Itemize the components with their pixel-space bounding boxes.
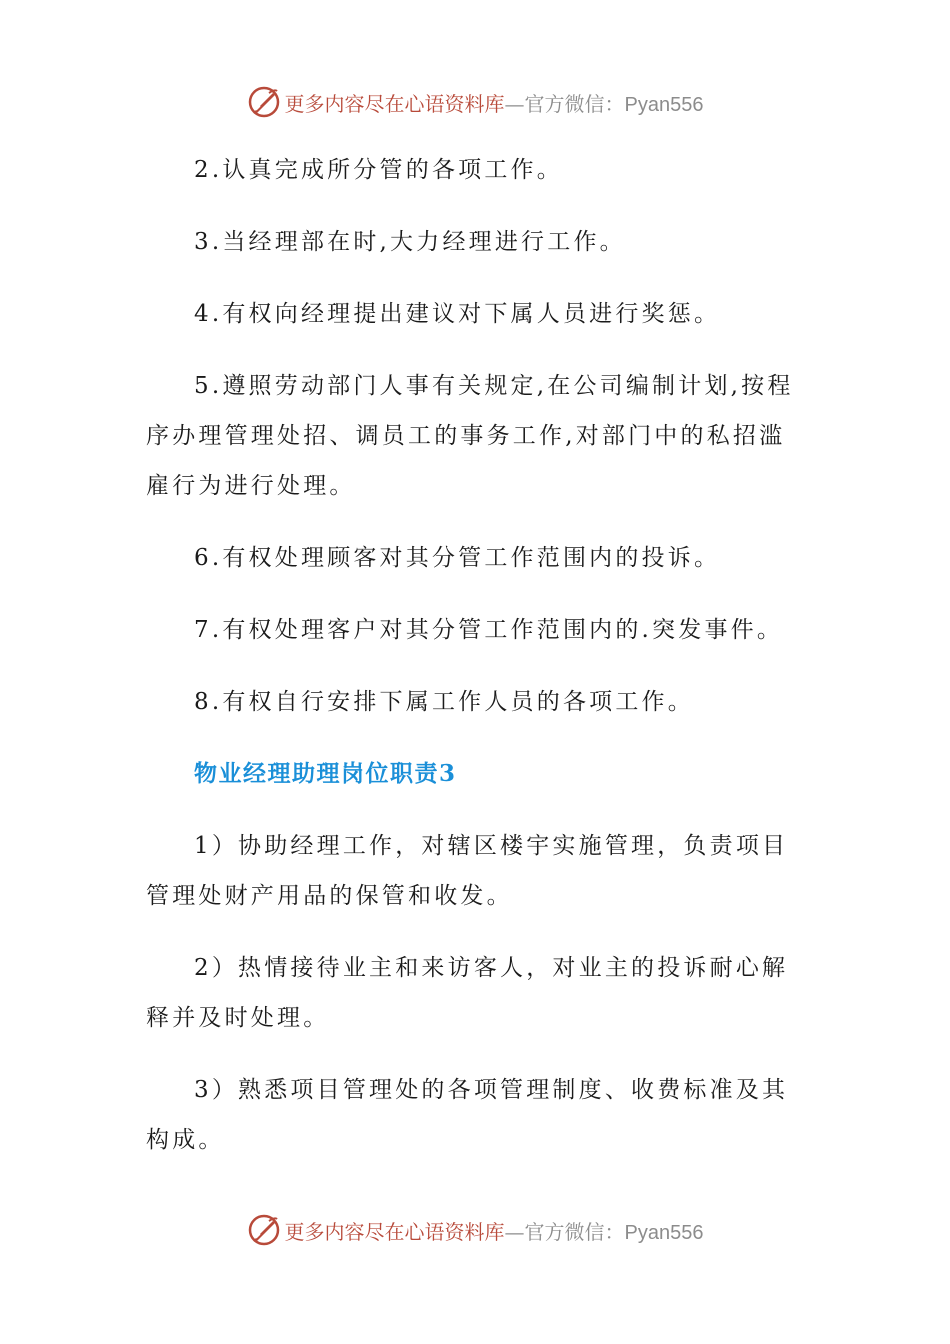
paragraph-item-4: 4.有权向经理提出建议对下属人员进行奖惩。 bbox=[194, 301, 721, 327]
section-heading: 物业经理助理岗位职责3 bbox=[194, 760, 457, 787]
document-body bbox=[146, 145, 798, 1187]
banner-dash-text: —官方微信： bbox=[504, 1219, 625, 1244]
paragraph-item-8: 8.有权自行安排下属工作人员的各项工作。 bbox=[194, 689, 694, 715]
duty-item-1: 1）协助经理工作，对辖区楼宇实施管理，负责项目管理处财产用品的保管和收发。 bbox=[146, 833, 789, 909]
banner-dash-text: —官方微信： bbox=[504, 91, 625, 116]
paragraph-item-2: 2.认真完成所分管的各项工作。 bbox=[194, 157, 563, 183]
duty-item-2: 2）热情接待业主和来访客人，对业主的投诉耐心解释并及时处理。 bbox=[146, 955, 789, 1031]
quill-logo-icon bbox=[247, 1213, 281, 1247]
paragraph-item-3: 3.当经理部在时,大力经理进行工作。 bbox=[194, 229, 626, 255]
paragraph-item-7: 7.有权处理客户对其分管工作范围内的.突发事件。 bbox=[194, 617, 784, 643]
banner-text bbox=[285, 1216, 704, 1245]
banner-text bbox=[285, 88, 704, 117]
duty-item-3: 3）熟悉项目管理处的各项管理制度、收费标准及其构成。 bbox=[146, 1077, 789, 1153]
header-banner bbox=[0, 82, 950, 122]
paragraph-item-6: 6.有权处理顾客对其分管工作范围内的投诉。 bbox=[194, 545, 721, 571]
quill-logo-icon bbox=[247, 85, 281, 119]
footer-banner bbox=[0, 1210, 950, 1250]
banner-accent-text: 更多内容尽在心语资料库 bbox=[284, 91, 505, 116]
paragraph-item-5: 5.遵照劳动部门人事有关规定,在公司编制计划,按程序办理管理处招、调员工的事务工作,对部门中的私招滥雇行为进行处理。 bbox=[146, 373, 794, 499]
wechat-id: Pyan556 bbox=[624, 1221, 704, 1244]
wechat-id: Pyan556 bbox=[624, 93, 704, 116]
banner-accent-text: 更多内容尽在心语资料库 bbox=[284, 1219, 505, 1244]
